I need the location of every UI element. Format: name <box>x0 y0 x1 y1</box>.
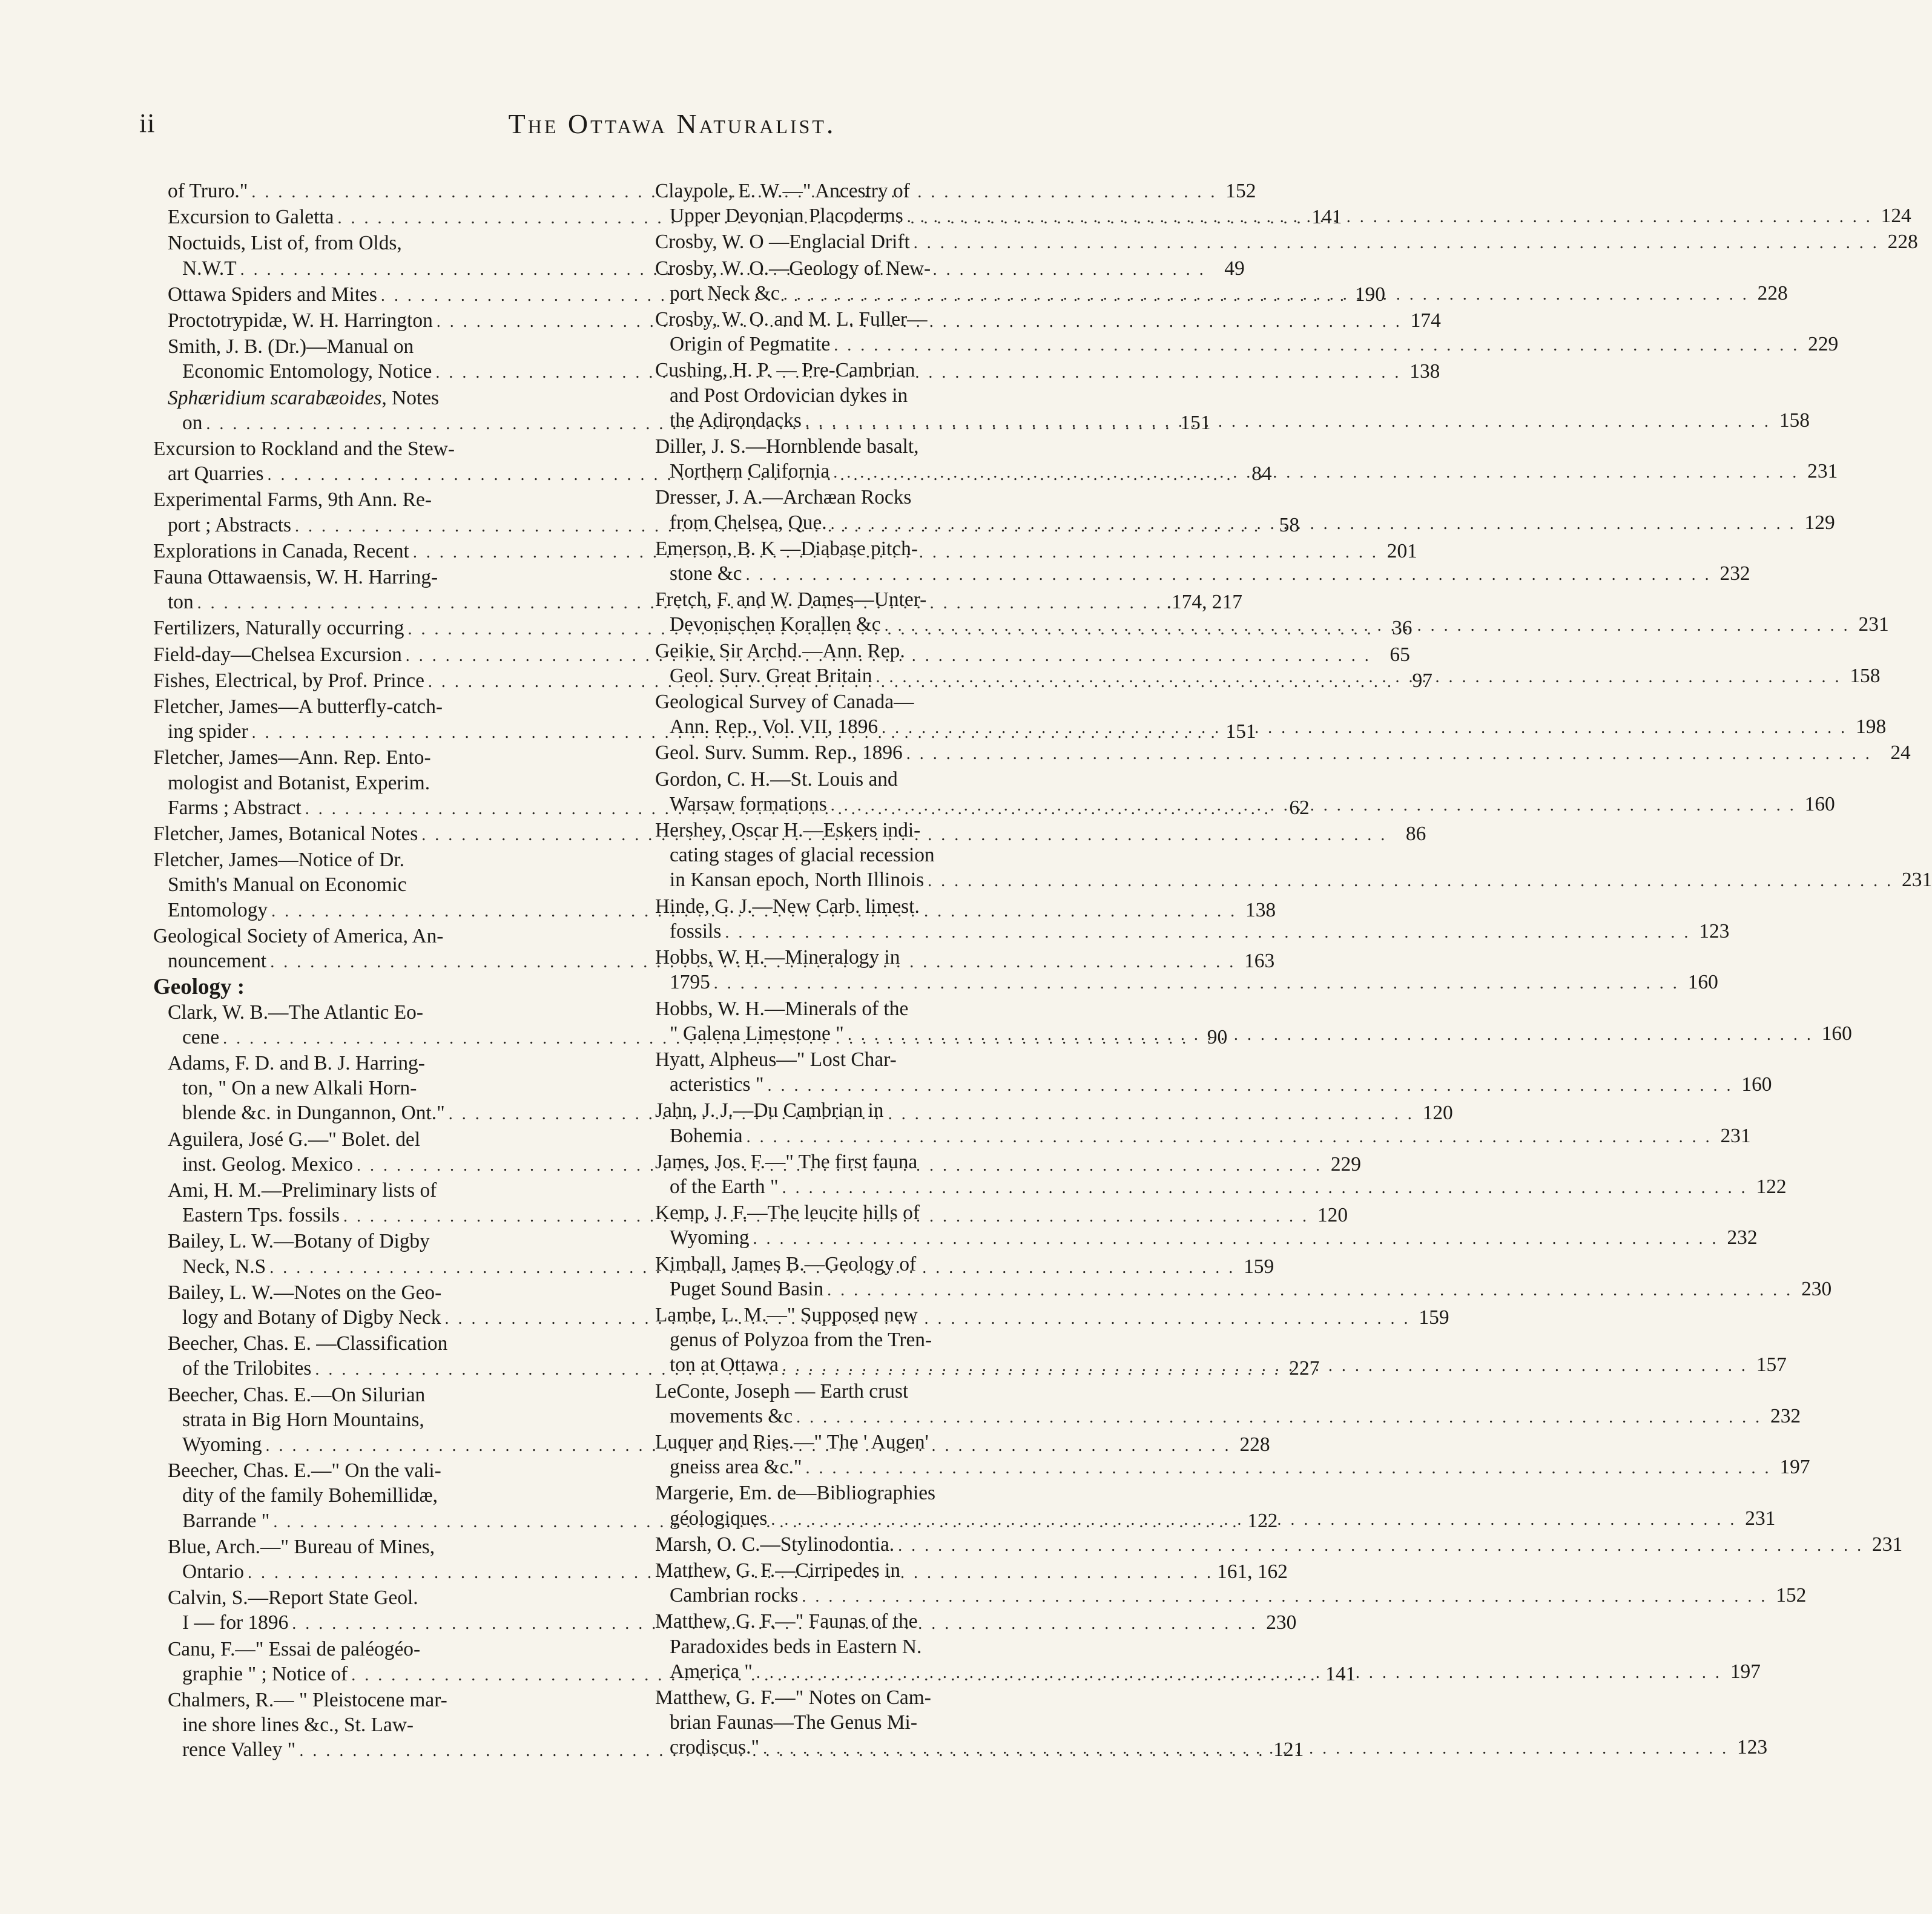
entry-text: Neck, N.S <box>182 1255 266 1278</box>
entry-text: Devonischen Korallen &c <box>670 613 881 636</box>
leader-dots <box>796 1405 1762 1430</box>
entry-text: Gordon, C. H.—St. Louis and <box>655 768 898 791</box>
entry-text: brian Faunas—The Genus Mi- <box>670 1711 917 1734</box>
page-reference: 158 <box>1779 409 1810 432</box>
entry-text: Noctuids, List of, from Olds, <box>168 232 402 255</box>
entry-text: Aguilera, José G.—" Bolet. del <box>168 1128 421 1151</box>
leader-dots <box>782 1176 1748 1200</box>
entry-text: Proctotrypidæ, W. H. Harrington <box>168 309 433 332</box>
index-entry <box>153 975 604 999</box>
page-reference: 159 <box>1244 1255 1274 1278</box>
page-reference: 158 <box>1850 664 1881 687</box>
entry-text: Dresser, J. A.—Archæan Rocks <box>655 486 912 509</box>
entry-text: Economic Entomology, Notice <box>182 360 432 383</box>
entry-text: rence Valley " <box>182 1738 296 1761</box>
entry-text: Luquer and Ries.—" The ' Augen' <box>655 1430 929 1453</box>
page-reference: 65 <box>1390 643 1410 666</box>
page-reference: 197 <box>1779 1456 1810 1479</box>
page-reference: 58 <box>1279 513 1300 536</box>
entry-text: Hinde, G. J.—New Carb. limest. <box>655 895 920 918</box>
entry-text: Explorations in Canada, Recent <box>153 539 409 562</box>
page-reference: 160 <box>1741 1073 1772 1096</box>
page-reference: 231 <box>1872 1533 1903 1556</box>
leader-dots <box>767 1073 1733 1098</box>
entry-text: Emerson, B. K —Diabase pitch- <box>655 537 918 560</box>
leader-dots <box>834 333 1799 358</box>
page-reference: 232 <box>1727 1226 1758 1249</box>
entry-text: America " <box>670 1660 753 1683</box>
entry-text: cating stages of glacial recession <box>670 844 935 867</box>
index-entry <box>655 1379 1801 1430</box>
page-reference: 229 <box>1808 333 1839 356</box>
entry-text: cene <box>182 1025 220 1048</box>
entry-text: nouncement <box>168 950 267 973</box>
page-reference: 231 <box>1745 1507 1776 1530</box>
entry-text: Fletcher, James, Botanical Notes <box>153 823 418 846</box>
page-reference: 152 <box>1225 180 1256 202</box>
leader-dots <box>782 1353 1748 1378</box>
entry-text: Beecher, Chas. E.—" On the vali- <box>168 1459 441 1482</box>
entry-text: Calvin, S.—Report State Geol. <box>168 1587 418 1610</box>
page-reference: 122 <box>1756 1175 1787 1198</box>
leader-dots <box>714 971 1680 996</box>
page-reference: 138 <box>1245 898 1276 921</box>
page-reference: 230 <box>1801 1277 1832 1300</box>
entry-text: Puget Sound Basin <box>670 1277 824 1300</box>
page-reference: 230 <box>1266 1611 1297 1634</box>
entry-text: Fletcher, James—A butterfly-catch- <box>153 696 443 719</box>
entry-text: Barrande " <box>182 1509 270 1532</box>
entry-text: Margerie, Em. de—Bibliographies <box>655 1482 936 1505</box>
index-entry <box>655 1047 1772 1098</box>
leader-dots <box>763 1736 1729 1761</box>
entry-text: of the Trilobites <box>182 1357 312 1380</box>
entry-text: Kimball, James B.—Geology of <box>655 1252 917 1275</box>
page-reference: 62 <box>1289 796 1310 819</box>
entry-text: James, Jos. F.—" The first fauna <box>655 1150 918 1173</box>
page-reference: 190 <box>1354 283 1385 306</box>
page-reference: .174, 217 <box>1166 591 1242 614</box>
page-reference: 231 <box>1902 869 1932 892</box>
page-reference: 122 <box>1247 1509 1278 1532</box>
entry-text: ton at Ottawa <box>670 1353 779 1376</box>
leader-dots <box>907 205 1873 229</box>
entry-text: Marsh, O. C.—Stylinodontia. <box>655 1533 895 1556</box>
page-reference: 97 <box>1412 669 1433 692</box>
entry-text: Lambe, L. M.—" Supposed new <box>655 1303 918 1326</box>
entry-text: Beecher, Chas. E. —Classification <box>168 1332 448 1355</box>
entry-text: Bohemia <box>670 1124 743 1147</box>
entry-text: Excursion to Rockland and the Stew- <box>153 438 455 461</box>
entry-text: géologiques <box>670 1507 768 1530</box>
leader-dots <box>783 282 1749 307</box>
page-reference: 157 <box>1756 1353 1787 1376</box>
entry-text: Ottawa Spiders and Mites <box>168 283 377 306</box>
entry-text: Ann. Rep., Vol. VII, 1896 <box>670 715 879 738</box>
entry-text: Experimental Farms, 9th Ann. Re- <box>153 488 432 511</box>
entry-text: Wyoming <box>182 1433 262 1456</box>
leader-dots <box>885 613 1850 638</box>
entry-text: Ami, H. M.—Preliminary lists of <box>168 1179 437 1202</box>
entry-text: Hobbs, W. H.—Mineralogy in <box>655 946 900 969</box>
page-reference: 120 <box>1317 1204 1348 1227</box>
page-reference: 228 <box>1239 1433 1270 1456</box>
entry-text: Upper Devonian Placoderms <box>670 205 903 228</box>
entry-text: Matthew, G. F.—Cirripedes in <box>655 1559 901 1582</box>
entry-text: Excursion to Galetta <box>168 206 334 229</box>
entry-text: Clark, W. B.—The Atlantic Eo- <box>168 1001 423 1024</box>
entry-text: Fauna Ottawaensis, W. H. Harring- <box>153 566 438 589</box>
entry-text: 1795 <box>670 971 710 994</box>
page-reference: 228 <box>1757 281 1788 304</box>
entry-text: logy and Botany of Digby Neck <box>182 1306 441 1329</box>
entry-text: crodiscus." <box>670 1736 760 1759</box>
page-reference: 232 <box>1719 562 1750 585</box>
page-reference: 123 <box>1699 919 1730 942</box>
entry-text: Smith, J. B. (Dr.)—Manual on <box>168 335 414 358</box>
entry-text: Crosby, W. O. and M. L. Fuller— <box>655 308 928 331</box>
leader-dots <box>753 1226 1719 1251</box>
entry-text: Paradoxides beds in Eastern N. <box>670 1635 922 1658</box>
entry-text: Warsaw formations <box>670 792 827 815</box>
page-reference: 24 <box>1890 742 1911 765</box>
entry-text: of the Earth " <box>670 1175 779 1198</box>
entry-text: Hyatt, Alpheus—" Lost Char- <box>655 1048 897 1071</box>
entry-text: Ontario <box>182 1560 244 1583</box>
section-heading: Geology : <box>153 975 245 1000</box>
leader-dots <box>831 511 1796 536</box>
entry-text: Jahn, J. J.—Du Cambrian in <box>655 1099 884 1122</box>
page-reference: 229 <box>1330 1153 1361 1176</box>
page-reference: 163 <box>1244 950 1275 973</box>
entry-text: Geological Survey of Canada— <box>655 691 914 714</box>
page-reference: 90 <box>1207 1025 1228 1048</box>
leader-dots <box>746 562 1712 587</box>
entry-text: port Neck &c <box>670 281 780 304</box>
entry-text: Kemp, J. F.—The leucite hills of <box>655 1202 920 1225</box>
running-title: The Ottawa Naturalist. <box>508 108 836 139</box>
leader-dots <box>747 1125 1712 1149</box>
entry-text: Hobbs, W. H.—Minerals of the <box>655 997 909 1020</box>
entry-text: Field-day—Chelsea Excursion <box>153 643 402 666</box>
entry-text: I — for 1896 <box>182 1611 289 1634</box>
page-reference: 152 <box>1776 1584 1807 1607</box>
entry-text: gneiss area &c." <box>670 1456 802 1479</box>
page-reference: 197 <box>1730 1660 1761 1683</box>
entry-text: Entomology <box>168 898 268 921</box>
leader-dots <box>833 460 1799 485</box>
entry-text: Chalmers, R.— " Pleistocene mar- <box>168 1688 447 1711</box>
entry-text: acteristics " <box>670 1073 764 1096</box>
page-reference: 227 <box>1289 1357 1320 1380</box>
entry-text: stone &c <box>670 562 742 585</box>
entry-text: Claypole, E. W.—" Ancestry of <box>655 180 910 202</box>
entry-text: Beecher, Chas. E.—On Silurian <box>168 1383 426 1406</box>
entry-text: N.W.T <box>182 257 237 280</box>
index-entry <box>655 1532 1903 1558</box>
entry-text: Origin of Pegmatite <box>670 333 831 356</box>
entry-text: Geol. Surv. Great Britain <box>670 664 872 687</box>
entry-text: Geikie, Sir Archd.—Ann. Rep. <box>655 639 905 662</box>
entry-text: LeConte, Joseph — Earth crust <box>655 1380 909 1403</box>
leader-dots <box>771 1507 1736 1532</box>
entry-text: on <box>182 411 203 434</box>
page-reference: 161, 162 <box>1217 1560 1288 1583</box>
entry-text: ton, " On a new Alkali Horn- <box>182 1077 417 1100</box>
entry-text: mologist and Botanist, Experim. <box>168 771 430 794</box>
page-reference: 124 <box>1881 205 1911 228</box>
leader-dots <box>875 665 1841 689</box>
page-reference: 129 <box>1804 511 1835 534</box>
leader-dots <box>725 920 1690 945</box>
entry-text: Smith's Manual on Economic <box>168 873 407 896</box>
entry-text: art Quarries <box>168 462 264 485</box>
entry-text: Crosby, W. O —Englacial Drift <box>655 231 910 254</box>
entry-text: movements &c <box>670 1404 793 1427</box>
page-reference: 232 <box>1770 1404 1801 1427</box>
entry-text: Wyoming <box>670 1226 750 1249</box>
entry-text: strata in Big Horn Mountains, <box>182 1408 424 1431</box>
entry-text: graphie " ; Notice of <box>182 1662 348 1685</box>
entry-text: port ; Abstracts <box>168 513 292 536</box>
page-number: ii <box>139 108 156 138</box>
entry-text: the Adirondacks <box>670 409 802 432</box>
entry-text: Sphæridium scarabæoides, Notes <box>168 386 440 409</box>
entry-text: Fletcher, James—Notice of Dr. <box>153 849 405 872</box>
leader-dots <box>898 1533 1864 1558</box>
entry-text: in Kansan epoch, North Illinois <box>670 869 925 892</box>
entry-text: Bailey, L. W.—Botany of Digby <box>168 1230 430 1253</box>
leader-dots <box>914 231 1879 255</box>
page-reference: 138 <box>1409 360 1440 383</box>
entry-text: Cushing, H. P. — Pre-Cambrian <box>655 359 915 382</box>
page-reference: 141 <box>1311 206 1342 229</box>
page-reference: 231 <box>1720 1124 1751 1147</box>
entry-text: from Chelsea, Que. <box>670 511 827 534</box>
leader-dots <box>802 1584 1767 1609</box>
page-reference: 160 <box>1821 1022 1852 1045</box>
entry-text: Farms ; Abstract <box>168 796 302 819</box>
leader-dots <box>756 1660 1722 1685</box>
entry-text: Cambrian rocks <box>670 1584 799 1607</box>
page-reference: 36 <box>1392 617 1413 640</box>
entry-text: fossils <box>670 919 722 942</box>
entry-text: Eastern Tps. fossils <box>182 1204 340 1227</box>
leader-dots <box>831 793 1796 818</box>
entry-text: blende &c. in Dungannon, Ont." <box>182 1102 445 1125</box>
page-reference: 159 <box>1419 1306 1449 1329</box>
entry-text: Hershey, Oscar H.—Eskers indi- <box>655 819 921 842</box>
page-reference: 151 <box>1225 720 1256 743</box>
entry-text: of Truro." <box>168 180 248 202</box>
entry-text: Geological Society of America, An- <box>153 924 444 947</box>
leader-dots <box>806 1456 1772 1481</box>
entry-text: inst. Geolog. Mexico <box>182 1153 353 1176</box>
entry-text: Fishes, Electrical, by Prof. Prince <box>153 669 424 692</box>
entry-text: ine shore lines &c., St. Law- <box>182 1714 414 1737</box>
page-reference: 231 <box>1858 613 1889 636</box>
page-reference: 160 <box>1804 792 1835 815</box>
entry-text: Matthew, G. F.—" Notes on Cam- <box>655 1686 931 1709</box>
page-reference: 49 <box>1224 257 1245 280</box>
page-reference: 231 <box>1807 460 1838 483</box>
entry-text: and Post Ordovician dykes in <box>670 384 908 407</box>
entry-text: ton <box>168 591 194 614</box>
page-reference: 174 <box>1410 309 1441 332</box>
leader-dots <box>827 1278 1793 1303</box>
page-header <box>139 108 1120 144</box>
entry-text: Blue, Arch.—" Bureau of Mines, <box>168 1535 435 1558</box>
page-reference: 160 <box>1687 971 1718 994</box>
entry-text: Fretch, F. and W. Dames—Unter- <box>655 588 927 611</box>
page-reference: 201 <box>1386 539 1417 562</box>
entry-text: dity of the family Bohemillidæ, <box>182 1484 438 1507</box>
entry-text: Diller, J. S.—Hornblende basalt, <box>655 435 919 458</box>
page-reference: 123 <box>1737 1736 1768 1759</box>
leader-dots <box>848 1022 1813 1047</box>
page-reference: 121 <box>1273 1738 1304 1761</box>
page-reference: 86 <box>1405 823 1426 846</box>
page-reference: 151 <box>1180 411 1211 434</box>
entry-text: genus of Polyzoa from the Tren- <box>670 1329 932 1352</box>
entry-text: Bailey, L. W.—Notes on the Geo- <box>168 1281 442 1304</box>
entry-text: ing spider <box>168 720 248 743</box>
entry-text: Matthew, G. F.—" Faunas of the <box>655 1610 918 1633</box>
leader-dots <box>928 869 1893 893</box>
leader-dots <box>906 742 1872 766</box>
page-reference: 228 <box>1887 231 1918 254</box>
page-reference: 84 <box>1251 462 1272 485</box>
entry-text: Geol. Surv. Summ. Rep., 1896 <box>655 742 903 765</box>
leader-dots <box>805 409 1771 434</box>
entry-text: Northern California <box>670 460 830 483</box>
leader-dots <box>882 715 1847 740</box>
entry-text: Fletcher, James—Ann. Rep. Ento- <box>153 746 431 769</box>
page-reference: 120 <box>1422 1102 1453 1125</box>
page-reference: 141 <box>1325 1662 1356 1685</box>
entry-text: Crosby, W. O.—Geology of New- <box>655 257 931 280</box>
entry-text: Canu, F.—" Essai de paléogéo- <box>168 1637 421 1660</box>
entry-text: Fertilizers, Naturally occurring <box>153 617 404 640</box>
index-entry <box>655 740 1911 766</box>
page-reference: 198 <box>1856 715 1887 738</box>
entry-text: " Galena Limestone " <box>670 1022 844 1045</box>
entry-text: Adams, F. D. and B. J. Harring- <box>168 1051 425 1074</box>
index-entry <box>655 229 1918 255</box>
